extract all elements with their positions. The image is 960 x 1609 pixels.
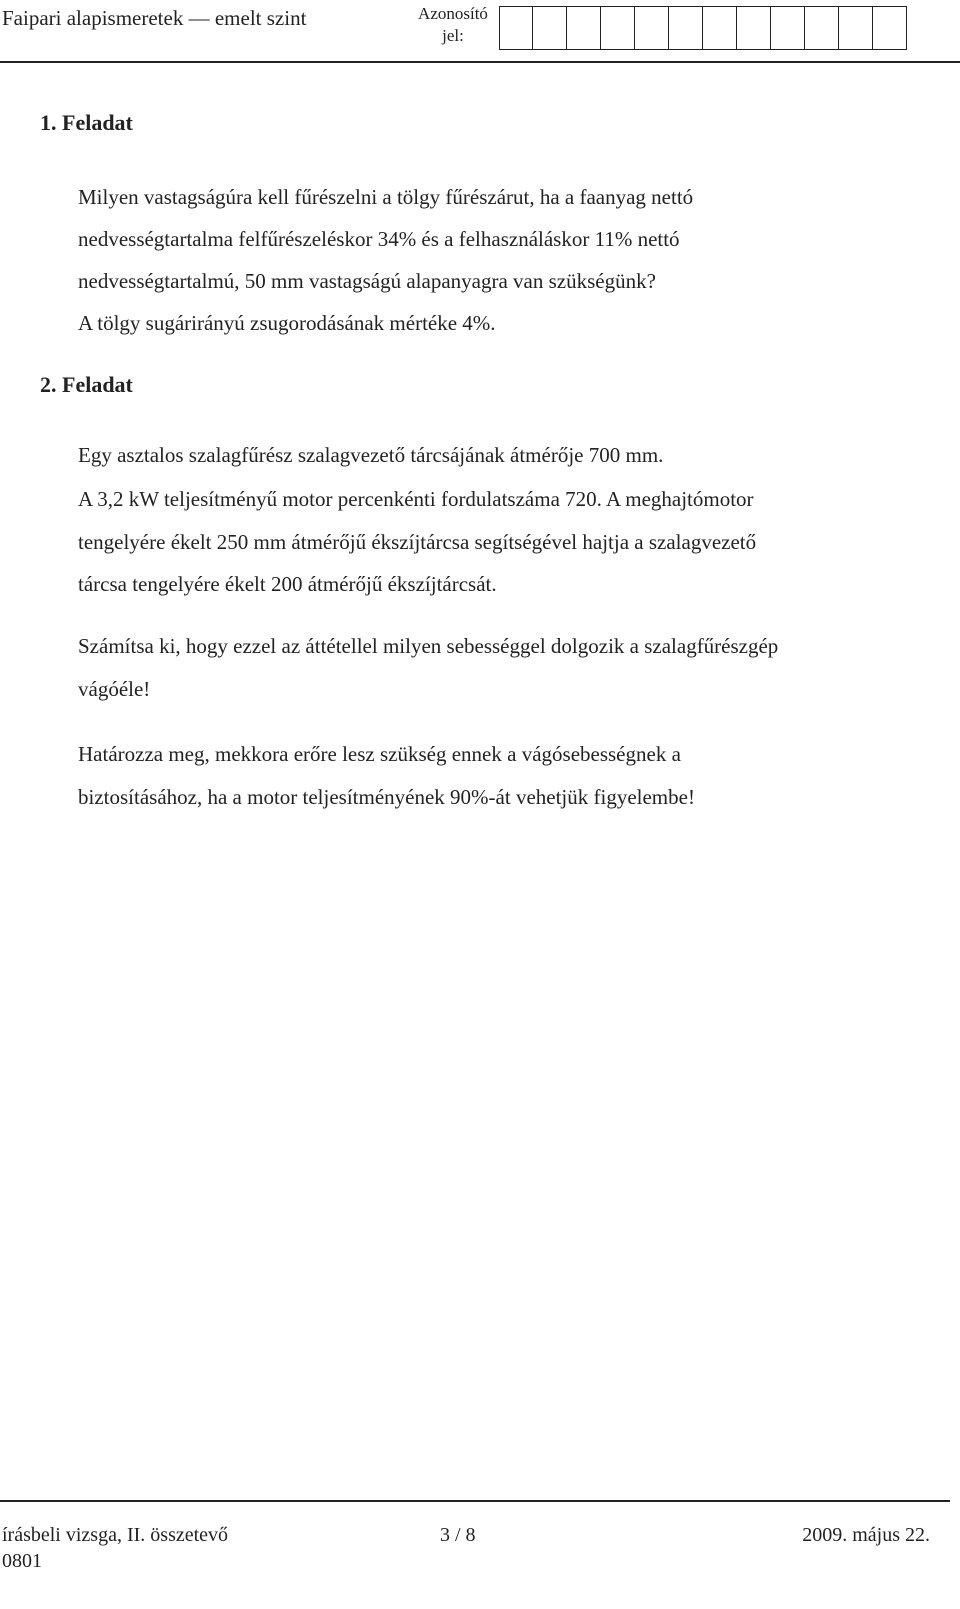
header-title: Faipari alapismeretek — emelt szint [2,6,307,30]
id-box[interactable] [873,6,907,50]
id-label: Azonosító jel: [418,4,488,45]
id-boxes [499,6,907,50]
id-box[interactable] [635,6,669,50]
id-box[interactable] [601,6,635,50]
header-divider [0,61,960,63]
id-box[interactable] [805,6,839,50]
footer-date: 2009. május 22. [802,1524,930,1546]
id-box[interactable] [771,6,805,50]
id-box[interactable] [839,6,873,50]
footer-divider [0,1500,950,1502]
footer-exam: írásbeli vizsga, II. összetevő [2,1524,229,1546]
footer-page-number: 3 / 8 [440,1524,476,1546]
task-2-text-b: A 3,2 kW teljesítményű motor percenkénti fordulatszáma 720. A meghajtómotor tengelyére ékelt 250 mm átmérőjű ékszíjtárcsa segítségével hajtja a szalagvezető tárcsa tengelyére ékelt 200 átmérőjű ékszíjtárcsát. [78,487,757,596]
task-2-text-a: Egy asztalos szalagfűrész szalagvezető tárcsájának átmérője 700 mm. [78,443,664,467]
task-1-heading: 1. Feladat [40,110,133,135]
id-box[interactable] [533,6,567,50]
id-box[interactable] [567,6,601,50]
id-box[interactable] [703,6,737,50]
footer-code: 0801 [2,1550,42,1572]
task-1-text: Milyen vastagságúra kell fűrészelni a tölgy fűrészárut, ha a faanyag nettó nedvességtartalma felfűrészeléskor 34% és a felhasználáskor 11% nettó nedvességtartalmú, 50 mm vastagságú alapanyagra van szükségünk? A tölgy sugárirányú zsugorodásának mértéke 4%. [78,185,694,335]
task-2-question-2: Határozza meg, mekkora erőre lesz szükség ennek a vágósebességnek a biztosításához, ha a motor teljesítményének 90%-át vehetjük figyelembe! [78,742,695,809]
id-box[interactable] [669,6,703,50]
id-box[interactable] [737,6,771,50]
task-2-heading: 2. Feladat [40,372,133,397]
task-2-question-1: Számítsa ki, hogy ezzel az áttétellel milyen sebességgel dolgozik a szalagfűrészgép vágóéle! [78,634,779,701]
id-box[interactable] [499,6,533,50]
page-header [0,0,960,64]
